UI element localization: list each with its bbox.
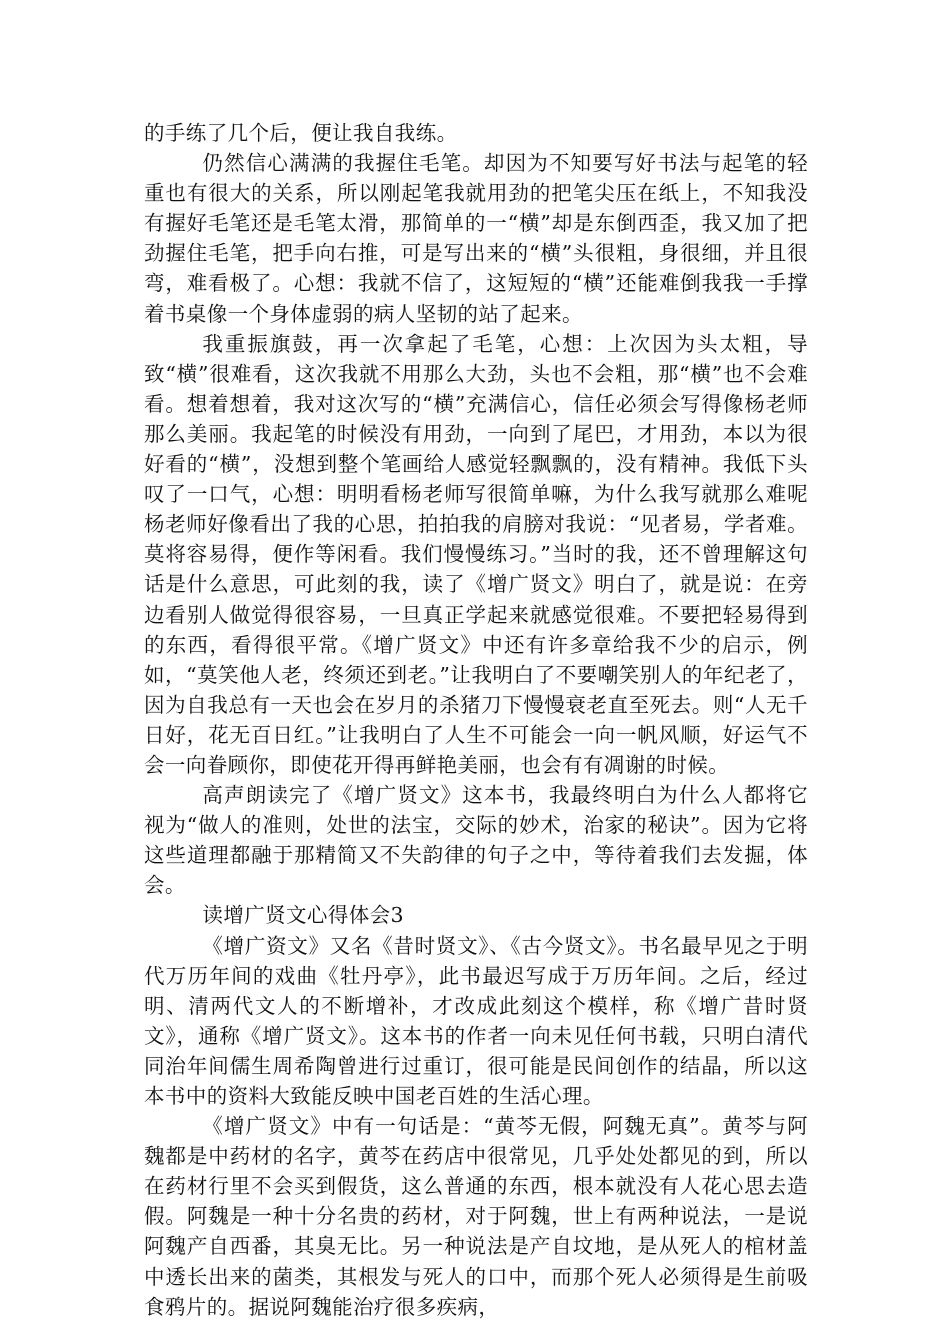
- paragraph-conclusion: 高声朗读完了《增广贤文》这本书，我最终明白为什么人都将它视为“做人的准则，处世的法宝，交际的妙术，治家的秘诀”。因为它将这些道理都融于那精简又不失韵律的句子之中，等待着我们去发掘，体会。: [144, 783, 808, 898]
- paragraph-book-origin: 《增广资文》又名《昔时贤文》、《古今贤文》。书名最早见之于明代万历年间的戏曲《牡丹亭》，此书最迟写成于万历年间。之后，经过明、清两代文人的不断增补，才改成此刻这个模样，称《增广昔时贤文》，通称《增广贤文》。这本书的作者一向未见任何书载，只明白清代同治年间儒生周希陶曾进行过重订，很可能是民间创作的结晶，所以这本书中的资料大致能反映中国老百姓的生活心理。: [144, 933, 808, 1108]
- paragraph-continuation: 的手练了几个后，便让我自我练。: [144, 121, 458, 145]
- document-body: [144, 118, 808, 1322]
- paragraph-second-attempt: 我重振旗鼓，再一次拿起了毛笔，心想：上次因为头太粗，导致“横”很难看，这次我就不用那么大劲，头也不会粗，那“横”也不会难看。想着想着，我对这次写的“横”充满信心，信任必须会写得像杨老师那么美丽。我起笔的时候没有用劲，一向到了尾巴，才用劲，本以为很好看的“横”，没想到整个笔画给人感觉轻飘飘的，没有精神。我低下头叹了一口气，心想：明明看杨老师写很简单嘛，为什么我写就那么难呢杨老师好像看出了我的心思，拍拍我的肩膀对我说：“见者易，学者难。莫将容易得，便作等闲看。我们慢慢练习。”当时的我，还不曾理解这句话是什么意思，可此刻的我，读了《增广贤文》明白了，就是说：在旁边看别人做觉得很容易，一旦真正学起来就感觉很难。不要把轻易得到的东西，看得很平常。《增广贤文》中还有许多章给我不少的启示，例如，“莫笑他人老，终须还到老。”让我明白了不要嘲笑别人的年纪老了，因为自我总有一天也会在岁月的杀猪刀下慢慢衰老直至死去。则“人无千日好，花无百日红。”让我明白了人生不可能会一向一帆风顺，好运气不会一向眷顾你，即使花开得再鲜艳美丽，也会有有凋谢的时候。: [144, 331, 808, 777]
- section-heading: 读增广贤文心得体会3: [202, 903, 404, 928]
- paragraph-herbs-saying: 《增广贤文》中有一句话是：“黄芩无假，阿魏无真”。黄芩与阿魏都是中药材的名字，黄芩在药店中很常见，几乎处处都见的到，所以在药材行里不会买到假货，这么普通的东西，根本就没有人花心思去造假。阿魏是一种十分名贵的药材，对于阿魏，世上有两种说法，一是说阿魏产自西番，其臭无比。另一种说法是产自坟地，是从死人的棺材盖中透长出来的菌类，其根发与死人的口中，而那个死人必须得是生前吸食鸦片的。据说阿魏能治疗很多疾病，: [144, 1114, 808, 1319]
- paragraph-writing-horizontal-stroke: 仍然信心满满的我握住毛笔。却因为不知要写好书法与起笔的轻重也有很大的关系，所以刚起笔我就用劲的把笔尖压在纸上，不知我没有握好毛笔还是毛笔太滑，那简单的一“横”却是东倒西歪，我又加了把劲握住毛笔，把手向右推，可是写出来的“横”头很粗，身很细，并且很弯，难看极了。心想：我就不信了，这短短的“横”还能难倒我我一手撑着书桌像一个身体虚弱的病人坚韧的站了起来。: [144, 151, 808, 326]
